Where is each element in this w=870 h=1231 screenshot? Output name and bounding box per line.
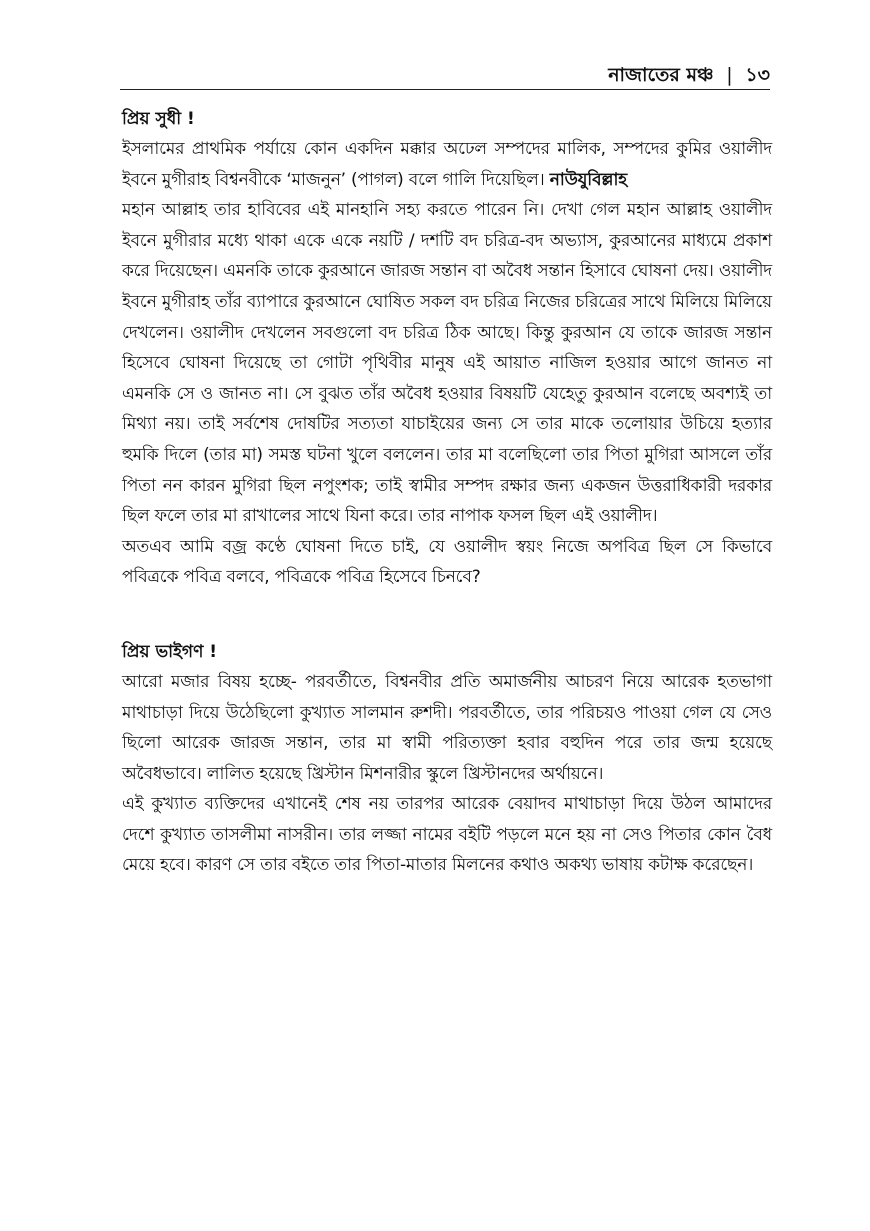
paragraph-3: অতএব আমি বজ্র কণ্ঠে ঘোষনা দিতে চাই, যে ওয়ালীদ স্বয়ং নিজে অপবিত্র ছিল সে কিভাবে পবিত্রকে পবিত্র বলবে, পবিত্রকে পবিত্র হিসেবে চিনবে? (122, 536, 772, 588)
page-number: ১৩ (745, 64, 770, 86)
running-header (120, 58, 770, 90)
paragraph-5: এই কুখ্যাত ব্যক্তিদের এখানেই শেষ নয় তারপর আরেক বেয়াদব মাথাচাড়া দিয়ে উঠল আমাদের দেশে কুখ্যাত তাসলীমা নাসরীন। তার লজ্জা নামের বইটি পড়লে মনে হয় না সেও পিতার কোন বৈধ মেয়ে হবে। কারণ সে তার বইতে তার পিতা-মাতার মিলনের কথাও অকথ্য ভাষায় কটাক্ষ করেছেন। (122, 794, 772, 876)
section-heading-2: প্রিয় ভাইগণ ! (122, 641, 218, 662)
header-separator: | (726, 64, 733, 86)
paragraph-1-emphasis: নাউযুবিল্লাহ (549, 169, 627, 190)
book-title: নাজাতের মঞ্চ (608, 64, 714, 86)
paragraph-1 (122, 134, 772, 195)
page-body (122, 104, 772, 881)
paragraph-4: আরো মজার বিষয় হচ্ছে- পরবর্তীতে, বিশ্বনবীর প্রতি অমার্জনীয় আচরণ নিয়ে আরেক হতভাগা মাথাচাড়া দিয়ে উঠেছিলো কুখ্যাত সালমান রুশদী। পরবর্তীতে, তার পরিচয়ও পাওয়া গেল যে সেও ছিলো আরেক জারজ সন্তান, তার মা স্বামী পরিত্যক্তা হবার বহুদিন পরে তার জন্ম হয়েছে অবৈধভাবে। লালিত হয়েছে খ্রিস্টান মিশনারীর স্কুলে খ্রিস্টানদের অর্থায়নে। (122, 671, 772, 784)
section-heading-1: প্রিয় সুধী ! (122, 109, 195, 129)
paragraph-1-text: ইসলামের প্রাথমিক পর্যায়ে কোন একদিন মক্কার অঢেল সম্পদের মালিক, সম্পদের কুমির ওয়ালীদ ইবনে মুগীরাহ বিশ্বনবীকে ‘মাজনুন’ (পাগল) বলে গালি দিয়েছিল। (122, 139, 772, 190)
section-spacer (122, 593, 772, 637)
header-line (608, 63, 770, 87)
paragraph-2: মহান আল্লাহ তার হাবিবের এই মানহানি সহ্য করতে পারেন নি। দেখা গেল মহান আল্লাহ ওয়ালীদ ইবনে মুগীরার মধ্যে থাকা একে একে নয়টি / দশটি বদ চরিত্র-বদ অভ্যাস, কুরআনের মাধ্যমে প্রকাশ করে দিয়েছেন। এমনকি তাকে কুরআনে জারজ সন্তান বা অবৈধ সন্তান হিসাবে ঘোষনা দেয়। ওয়ালীদ ইবনে মুগীরাহ তাঁর ব্যাপারে কুরআনে ঘোষিত সকল বদ চরিত্র নিজের চরিত্রের সাথে মিলিয়ে মিলিয়ে দেখলেন। ওয়ালীদ দেখলেন সবগুলো বদ চরিত্র ঠিক আছে। কিন্তু কুরআন যে তাকে জারজ সন্তান হিসেবে ঘোষনা দিয়েছে তা গোটা পৃথিবীর মানুষ এই আয়াত নাজিল হওয়ার আগে জানত না এমনকি সে ও জানত না। সে বুঝত তাঁর অবৈধ হওয়ার বিষয়টি যেহেতু কুরআন বলেছে অবশ্যই তা মিথ্যা নয়। তাই সর্বশেষ দোষটির সত্যতা যাচাইয়ের জন্য সে তার মাকে তলোয়ার উচিয়ে হত্যার হুমকি দিলে (তার মা) সমস্ত ঘটনা খুলে বললেন। তার মা বলেছিলো তার পিতা মুগিরা আসলে তাঁর পিতা নন কারন মুগিরা ছিল নপুংশক; তাই স্বামীর সম্পদ রক্ষার জন্য একজন উত্তরাধিকারী দরকার ছিল ফলে তার মা রাখালের সাথে যিনা করে। তার নাপাক ফসল ছিল এই ওয়ালীদ। (122, 200, 772, 527)
